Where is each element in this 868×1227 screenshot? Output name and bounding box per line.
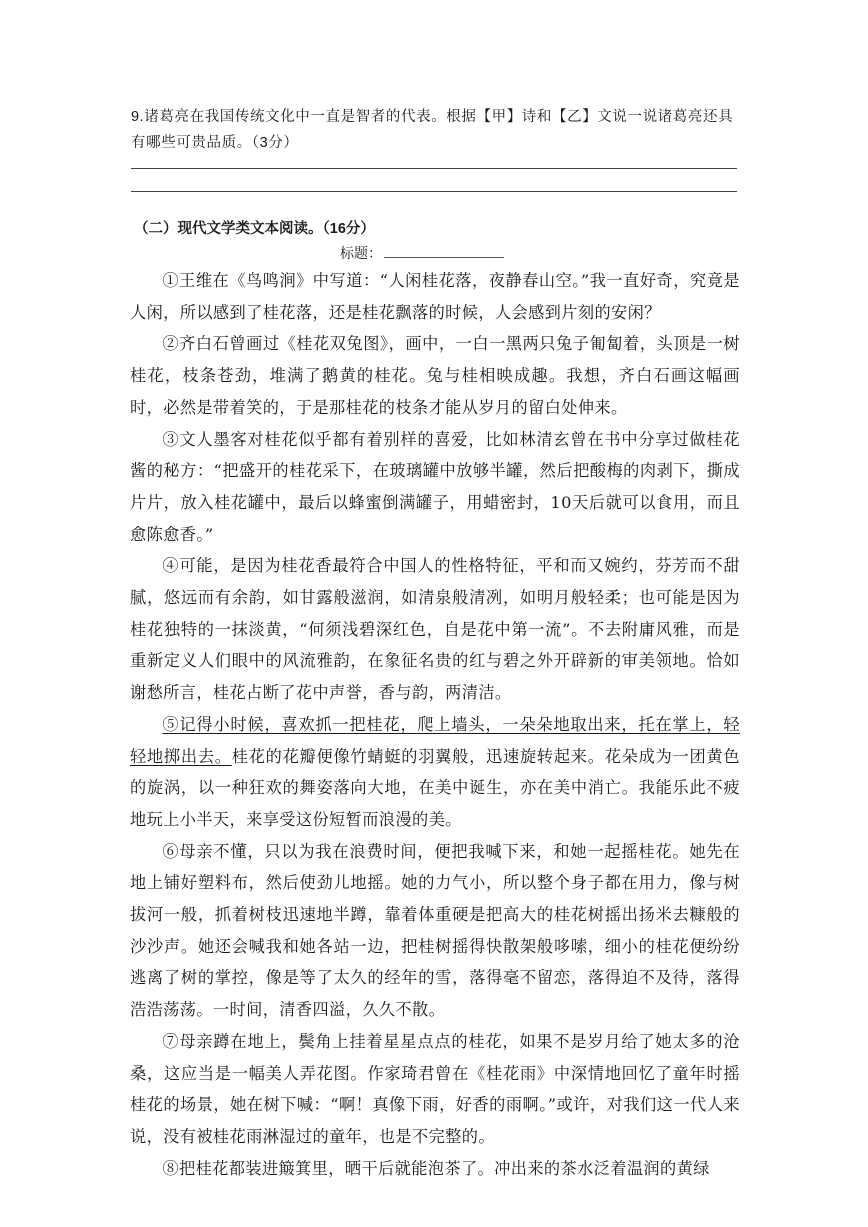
paragraph-2: ②齐白石曾画过《桂花双兔图》，画中，一白一黑两只兔子匍匐着，头顶是一树桂花，枝条苍劲，堆满了鹅黄的桂花。兔与桂相映成趣。我想，齐白石画这幅画时，必然是带着笑的，于是那桂花的枝条才能从岁月的留白处伸来。 [130, 334, 740, 417]
paragraph-4: ④可能，是因为桂花香最符合中国人的性格特征，平和而又婉约，芬芳而不甜腻，悠远而有余韵，如甘露般滋润，如清泉般清冽，如明月般轻柔；也可能是因为桂花独特的一抹淡黄，“何须浅碧深红色，自是花中第一流”。不去附庸风雅，而是重新定义人们眼中的风流雅韵，在象征名贵的红与碧之外开辟新的审美领地。恰如谢愁所言，桂花占断了花中声誉，香与韵，两清洁。 [130, 556, 740, 703]
answer-line [131, 191, 737, 192]
title-label: 标题： [340, 245, 382, 261]
paragraph-3: ③文人墨客对桂花似乎都有着别样的喜爱，比如林清玄曾在书中分享过做桂花酱的秘方：“把盛开的桂花采下，在玻璃罐中放够半罐，然后把酸梅的肉剥下，撕成片片，放入桂花罐中，最后以蜂蜜倒满罐子，用蜡密封，10天后就可以食用，而且愈陈愈香。” [130, 429, 740, 544]
question-9: 9.诸葛亮在我国传统文化中一直是智者的代表。根据【甲】诗和【乙】文说一说诸葛亮还具有哪些可贵品质。（3分） [131, 109, 734, 151]
paragraph-1: ①王维在《鸟鸣涧》中写道：“人闲桂花落，夜静春山空。”我一直好奇，究竟是人闲，所以感到了桂花落，还是桂花飘落的时候，人会感到片刻的安闲？ [130, 271, 740, 322]
article-body [130, 265, 740, 1184]
paragraph-7: ⑦母亲蹲在地上，鬓角上挂着星星点点的桂花，如果不是岁月给了她太多的沧桑，这应当是一幅美人弄花图。作家琦君曾在《桂花雨》中深情地回忆了童年时摇桂花的场景，她在树下喊：“啊！真像下雨，好香的雨啊。”或许，对我们这一代人来说，没有被桂花雨淋湿过的童年，也是不完整的。 [130, 1031, 740, 1146]
paragraph-5 [130, 709, 740, 836]
paragraph-5-rest: 桂花的花瓣便像竹蜻蜓的羽翼般，迅速旋转起来。花朵成为一团黄色的旋涡，以一种狂欢的舞姿落向大地，在美中诞生，亦在美中消亡。我能乐此不疲地玩上小半天，来享受这份短暂而浪漫的美。 [130, 746, 740, 829]
section-title: （二）现代文学类文本阅读。（16分） [134, 221, 375, 237]
underlined-sentence: ⑤记得小时候，喜欢抓一把桂花，爬上墙头，一朵朵地取出来，托在掌上，轻轻地掷出去。 [130, 714, 740, 766]
title-field [340, 242, 504, 264]
paragraph-8: ⑧把桂花都装进簸箕里，晒干后就能泡茶了。冲出来的茶水泛着温润的黄绿 [162, 1158, 710, 1178]
title-blank-line [384, 243, 504, 258]
paragraph-6: ⑥母亲不懂，只以为我在浪费时间，便把我喊下来，和她一起摇桂花。她先在地上铺好塑料布，然后使劲儿地摇。她的力气小，所以整个身子都在用力，像与树拔河一般，抓着树枝迅速地半蹲，靠着体重硬是把高大的桂花树摇出扬米去糠般的沙沙声。她还会喊我和她各站一边，把桂树摇得快散架般哆嗦，细小的桂花便纷纷逃离了树的掌控，像是等了太久的经年的雪，落得毫不留恋，落得迫不及待，落得浩浩荡荡。一时间，清香四溢，久久不散。 [130, 841, 740, 1020]
answer-line [131, 168, 737, 169]
